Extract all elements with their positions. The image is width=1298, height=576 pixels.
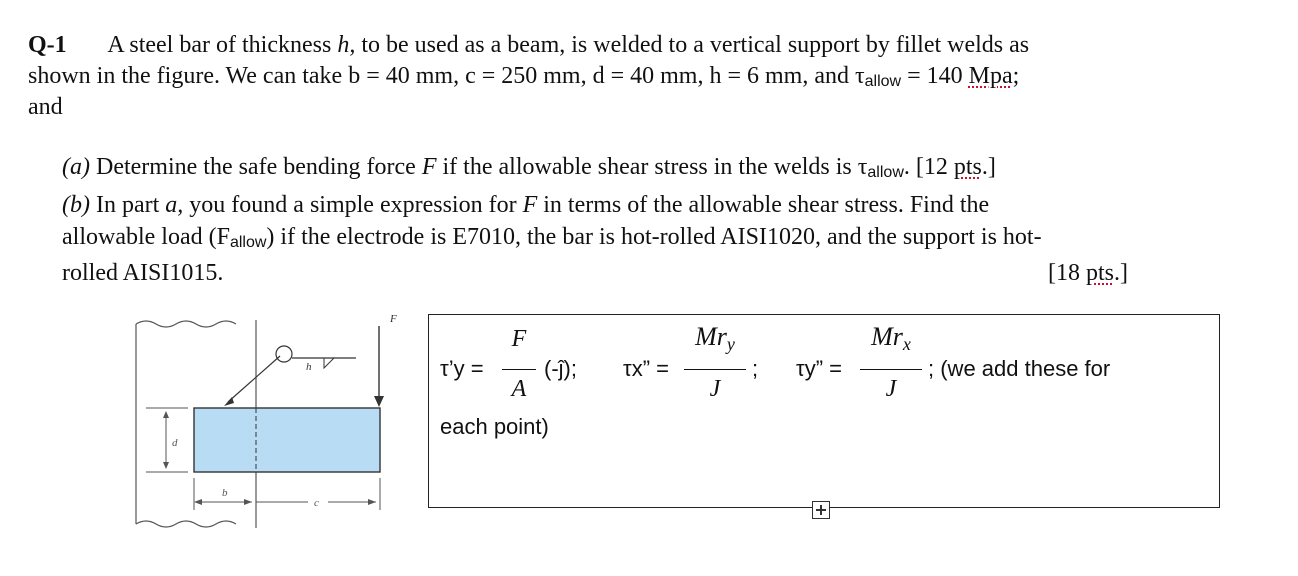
part-b-text: you found a simple expression for: [183, 192, 523, 218]
unit-vector-term: (-ĵ);: [544, 356, 577, 381]
dim-c-arrow-right: [368, 499, 376, 505]
note-text: ; (we add these for: [928, 356, 1111, 381]
frac3-denominator: J: [885, 376, 897, 402]
label-c: c: [314, 497, 319, 509]
label-F: F: [390, 313, 397, 325]
problem-text: to be used as a beam, is welded to a vertical support by fillet welds as: [355, 32, 1030, 58]
problem-line-2: [28, 61, 1019, 97]
mpa-unit: Mpa: [968, 63, 1013, 89]
problem-line-1: [28, 30, 1029, 60]
question-label: Q-1: [28, 32, 67, 58]
label-h: h: [306, 361, 312, 373]
allow-subscript: allow: [229, 234, 267, 251]
force-arrowhead: [374, 396, 384, 407]
tau-symbol: τ: [857, 154, 868, 180]
label-b: b: [222, 487, 228, 499]
support-bottom-break: [136, 521, 236, 527]
symbol-F: F: [421, 154, 437, 180]
dim-d-arrow-bottom: [163, 462, 169, 469]
beam-bar: [194, 408, 380, 472]
part-a-label: (a): [62, 154, 90, 180]
frac1-bar: [502, 369, 536, 370]
given-value-tau: = 140: [901, 63, 969, 89]
dim-b-arrow-left: [194, 499, 202, 505]
points-close: .]: [1114, 260, 1129, 286]
problem-line-3: and: [28, 94, 63, 120]
allow-subscript: allow: [864, 73, 902, 90]
part-b-label: (b): [62, 192, 90, 218]
part-b-text: In part: [89, 192, 166, 218]
pts-word: pts: [953, 154, 982, 180]
fillet-weld-symbol: [324, 358, 334, 368]
part-b-text: ) if the electrode is E7010, the bar is hot-rolled AISI1020, and the support is hot-: [266, 224, 1042, 250]
frac2-bar: [684, 369, 746, 370]
frac1-denominator: A: [511, 376, 527, 402]
moment-radius: Mr: [695, 322, 727, 351]
part-b-text: in terms of the allowable shear stress. Find the: [537, 192, 990, 218]
part-b-line-2: [62, 222, 1042, 258]
frac1-numerator: F: [511, 326, 527, 352]
part-a-text: if the allowable shear stress in the welds is: [436, 154, 858, 180]
tau-x-dd-label: τx” =: [623, 356, 669, 381]
symbol-F: F: [522, 192, 538, 218]
dim-d-arrow-top: [163, 411, 169, 418]
support-top-break: [136, 321, 236, 327]
frac3-bar: [860, 369, 922, 370]
frac2-numerator: [684, 322, 746, 355]
moment-radius: Mr: [871, 322, 903, 351]
subscript-x: x: [902, 334, 911, 354]
tau-symbol: τ: [854, 63, 865, 89]
part-a: [62, 152, 996, 188]
part-a-text: Determine the safe bending force: [89, 154, 422, 180]
equation-box[interactable]: [428, 314, 1220, 508]
problem-text: A steel bar of thickness: [107, 32, 338, 58]
points-open: [18: [1048, 260, 1086, 286]
weld-all-around-circle: [276, 346, 292, 362]
label-d: d: [172, 437, 178, 449]
subscript-y: y: [726, 334, 735, 354]
dim-b-arrow-right: [244, 499, 252, 505]
tau-y-prime-label: τ’y =: [440, 356, 484, 381]
semicolon: ;: [752, 356, 759, 381]
semicolon: ;: [1012, 63, 1020, 89]
given-values: shown in the figure. We can take b = 40 mm, c = 250 mm, d = 40 mm, h = 6 mm, and: [28, 63, 855, 89]
move-handle-icon[interactable]: [812, 501, 830, 519]
part-b-text: allowable load (F: [62, 224, 230, 250]
part-b-line-1: [62, 190, 989, 220]
symbol-h: h,: [337, 32, 356, 58]
frac2-denominator: J: [709, 376, 721, 402]
part-b-points: [1048, 258, 1128, 288]
note-text-line-2: each point): [440, 414, 549, 439]
part-b-line-3: rolled AISI1015.: [62, 260, 224, 286]
pts-word: pts: [1086, 260, 1115, 286]
part-a-points: . [12: [903, 154, 954, 180]
part-a-points-end: .]: [981, 154, 996, 180]
tau-y-dd-label: τy” =: [796, 356, 842, 381]
frac3-numerator: [860, 322, 922, 355]
weld-leader: [228, 356, 280, 402]
allow-subscript: allow: [867, 164, 904, 181]
weld-figure: [128, 306, 418, 536]
symbol-a: a,: [165, 192, 184, 218]
